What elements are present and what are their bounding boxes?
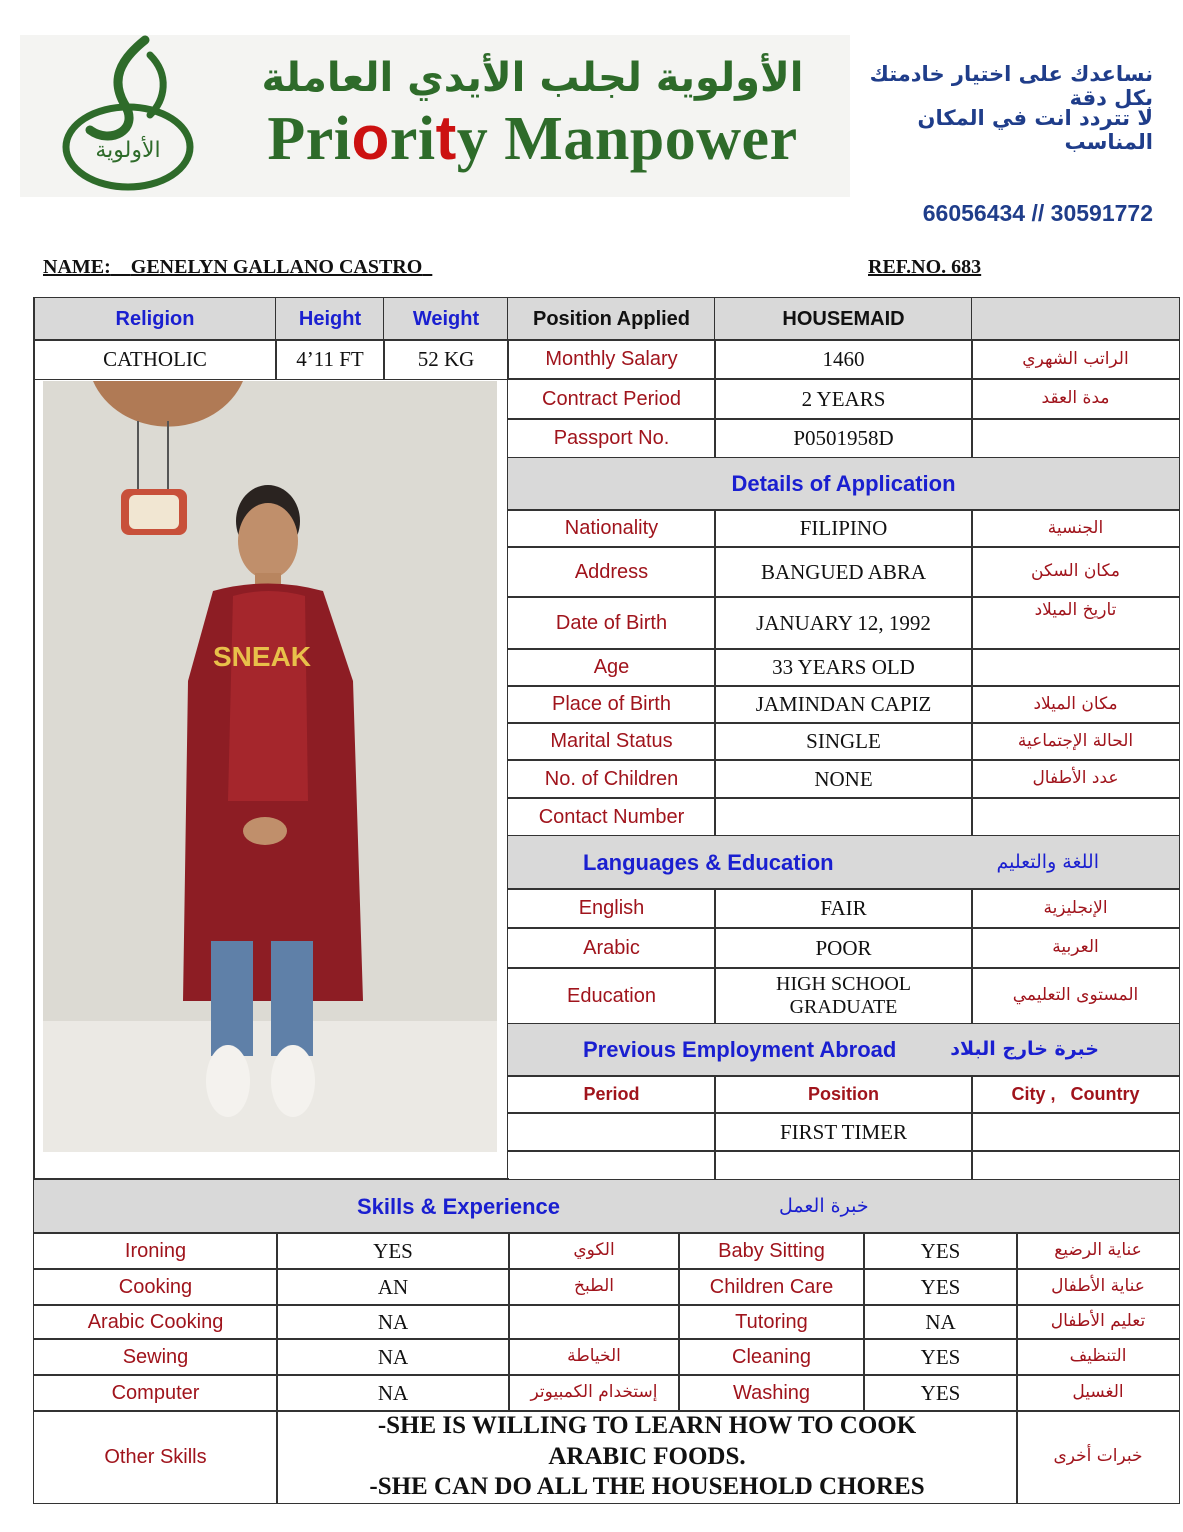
religion-header: Religion <box>33 297 277 341</box>
phone-numbers: 66056434 // 30591772 <box>922 200 1153 226</box>
children-value: NONE <box>714 759 973 799</box>
left-skill-value: NA <box>276 1304 510 1340</box>
right-skill-arabic: التنظيف <box>1016 1338 1180 1376</box>
weight-value: 52 KG <box>383 339 509 380</box>
dob-label: Date of Birth <box>507 596 716 650</box>
children-arabic: عدد الأطفال <box>971 759 1180 799</box>
children-label: No. of Children <box>507 759 716 799</box>
position-applied-arabic <box>971 297 1180 341</box>
dob-arabic: تاريخ الميلاد <box>971 596 1180 650</box>
place-of-birth-arabic: مكان الميلاد <box>971 685 1180 724</box>
contact-number-value <box>714 797 973 837</box>
left-skill-arabic: الطبخ <box>508 1268 680 1306</box>
details-section-title: Details of Application <box>507 457 1180 511</box>
nationality-value: FILIPINO <box>714 509 973 548</box>
contact-number-label: Contact Number <box>507 797 716 837</box>
marital-status-value: SINGLE <box>714 722 973 761</box>
employment-city-2 <box>971 1150 1180 1180</box>
right-skill-arabic: عناية الرضيع <box>1016 1232 1180 1270</box>
left-skill-label: Ironing <box>33 1232 278 1270</box>
address-value: BANGUED ABRA <box>714 546 973 598</box>
education-label: Education <box>507 967 716 1025</box>
address-label: Address <box>507 546 716 598</box>
age-arabic <box>971 648 1180 687</box>
right-skill-value: YES <box>863 1268 1018 1306</box>
left-skill-value: NA <box>276 1374 510 1412</box>
left-skill-arabic: الكوي <box>508 1232 680 1270</box>
tagline-line-1: نساعدك على اختيار خادمتك بكل دقة <box>869 62 1153 110</box>
right-skill-label: Tutoring <box>678 1304 865 1340</box>
other-skills-label: Other Skills <box>33 1410 278 1504</box>
logo-arabic-text: الأولوية لجلب الأيدي العاملة <box>261 55 804 101</box>
skills-section-title: Skills & Experience <box>357 1193 560 1219</box>
right-skill-arabic: تعليم الأطفال <box>1016 1304 1180 1340</box>
company-emblem-icon <box>50 35 200 195</box>
weight-header: Weight <box>383 297 509 341</box>
right-skill-value: YES <box>863 1374 1018 1412</box>
languages-section-header <box>507 835 1180 890</box>
left-skill-label: Arabic Cooking <box>33 1304 278 1340</box>
education-value: HIGH SCHOOL GRADUATE <box>714 967 973 1025</box>
salary-value: 1460 <box>714 339 973 380</box>
svg-text:الأولوية: الأولوية <box>95 138 161 163</box>
right-skill-label: Washing <box>678 1374 865 1412</box>
passport-arabic <box>971 418 1180 459</box>
english-arabic: الإنجليزية <box>971 888 1180 929</box>
languages-section-title-arabic: اللغة والتعليم <box>996 850 1099 873</box>
employment-section-title: Previous Employment Abroad <box>583 1037 897 1063</box>
address-arabic: مكان السكن <box>971 546 1180 598</box>
age-value: 33 YEARS OLD <box>714 648 973 687</box>
left-skill-arabic: إستخدام الكمبيوتر <box>508 1374 680 1412</box>
employment-period-1 <box>507 1112 716 1152</box>
height-header: Height <box>275 297 385 341</box>
left-skill-value: AN <box>276 1268 510 1306</box>
right-skill-arabic: الغسيل <box>1016 1374 1180 1412</box>
contract-label: Contract Period <box>507 378 716 420</box>
left-skill-label: Computer <box>33 1374 278 1412</box>
city-country-column-header: City , Country <box>971 1075 1180 1114</box>
other-skills-value: -SHE IS WILLING TO LEARN HOW TO COOK ARABIC FOODS. -SHE CAN DO ALL THE HOUSEHOLD CHORES <box>276 1410 1018 1504</box>
languages-section-title: Languages & Education <box>583 849 834 875</box>
arabic-language-value: POOR <box>714 927 973 969</box>
right-skill-value: NA <box>863 1304 1018 1340</box>
applicant-photo-illustration <box>43 381 497 1152</box>
salary-label: Monthly Salary <box>507 339 716 380</box>
passport-label: Passport No. <box>507 418 716 459</box>
right-skill-label: Children Care <box>678 1268 865 1306</box>
tagline-line-2: لا تتردد انت في المكان المناسب <box>917 106 1153 154</box>
contact-number-arabic <box>971 797 1180 837</box>
position-applied-label: Position Applied <box>507 297 716 341</box>
employment-section-title-arabic: خبرة خارج البلاد <box>950 1038 1099 1061</box>
employment-section-header <box>507 1023 1180 1077</box>
contract-value: 2 YEARS <box>714 378 973 420</box>
age-label: Age <box>507 648 716 687</box>
right-skill-label: Baby Sitting <box>678 1232 865 1270</box>
employment-position-2 <box>714 1150 973 1180</box>
right-skill-arabic: عناية الأطفال <box>1016 1268 1180 1306</box>
employment-city-1 <box>971 1112 1180 1152</box>
skills-section-title-arabic: خبرة العمل <box>779 1194 869 1217</box>
applicant-photo <box>43 381 497 1152</box>
place-of-birth-label: Place of Birth <box>507 685 716 724</box>
reference-number: REF.NO. 683 <box>868 256 982 278</box>
dob-value: JANUARY 12, 1992 <box>714 596 973 650</box>
left-skill-label: Cooking <box>33 1268 278 1306</box>
right-skill-value: YES <box>863 1338 1018 1376</box>
right-skill-label: Cleaning <box>678 1338 865 1376</box>
employment-position-1: FIRST TIMER <box>714 1112 973 1152</box>
left-skill-arabic <box>508 1304 680 1340</box>
left-skill-label: Sewing <box>33 1338 278 1376</box>
position-applied-value: HOUSEMAID <box>714 297 973 341</box>
employment-period-2 <box>507 1150 716 1180</box>
education-arabic: المستوى التعليمي <box>971 967 1180 1025</box>
logo-english-text: Priority Manpower <box>267 104 798 173</box>
position-column-header: Position <box>714 1075 973 1114</box>
marital-status-arabic: الحالة الإجتماعية <box>971 722 1180 761</box>
marital-status-label: Marital Status <box>507 722 716 761</box>
table-left-border <box>33 297 35 1181</box>
arabic-language-label: Arabic <box>507 927 716 969</box>
right-skill-value: YES <box>863 1232 1018 1270</box>
arabic-language-arabic: العربية <box>971 927 1180 969</box>
period-column-header: Period <box>507 1075 716 1114</box>
salary-arabic: الراتب الشهري <box>971 339 1180 380</box>
religion-value: CATHOLIC <box>33 339 277 380</box>
passport-value: P0501958D <box>714 418 973 459</box>
left-skill-value: YES <box>276 1232 510 1270</box>
left-skill-arabic: الخياطة <box>508 1338 680 1376</box>
nationality-label: Nationality <box>507 509 716 548</box>
svg-text:SNEAK: SNEAK <box>213 641 312 672</box>
english-value: FAIR <box>714 888 973 929</box>
applicant-name-line: NAME: GENELYN GALLANO CASTRO <box>43 256 423 278</box>
english-label: English <box>507 888 716 929</box>
height-value: 4’11 FT <box>275 339 385 380</box>
skills-section-header <box>33 1179 1180 1234</box>
place-of-birth-value: JAMINDAN CAPIZ <box>714 685 973 724</box>
left-skill-value: NA <box>276 1338 510 1376</box>
nationality-arabic: الجنسية <box>971 509 1180 548</box>
other-skills-arabic: خبرات أخرى <box>1016 1410 1180 1504</box>
company-logo-banner <box>20 35 850 197</box>
contract-arabic: مدة العقد <box>971 378 1180 420</box>
